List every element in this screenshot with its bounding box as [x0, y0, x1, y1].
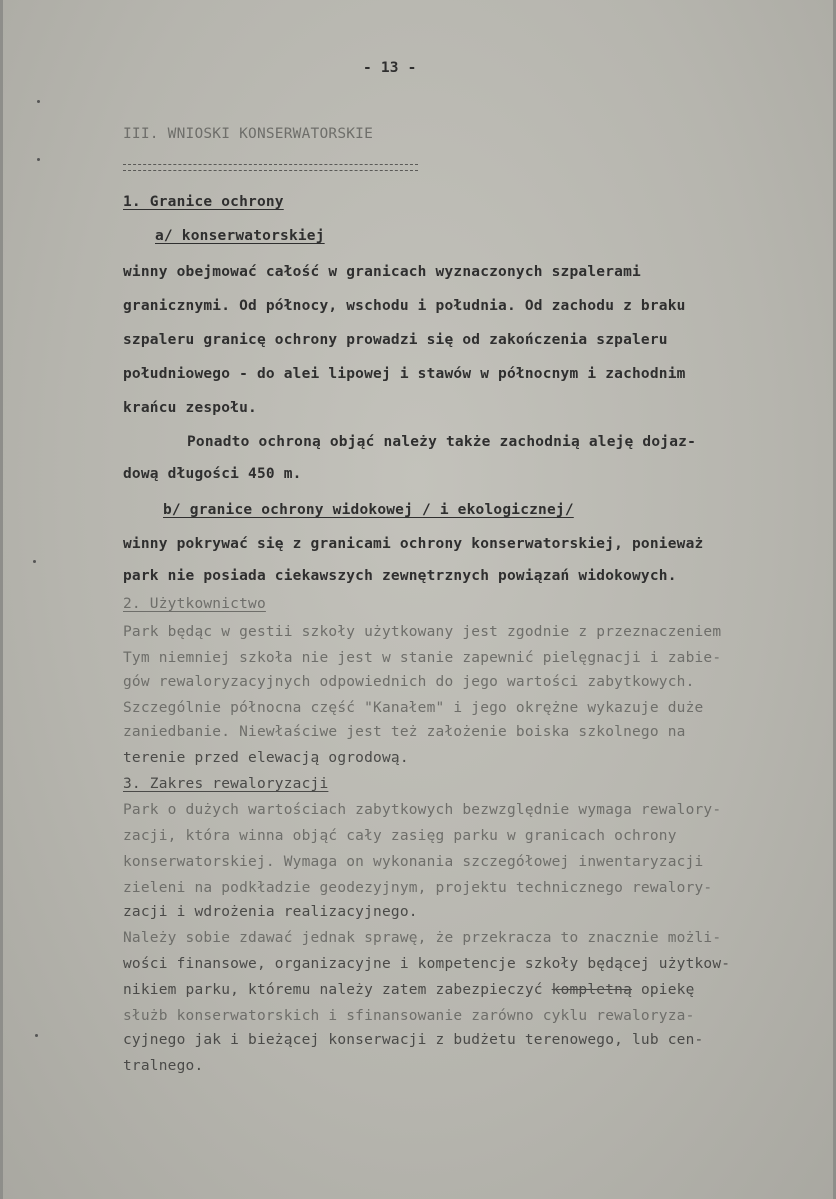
s1a-extra-line-2: dową długości 450 m. — [123, 466, 302, 482]
s3-line-3: konserwatorskiej. Wymaga on wykonania szczegółowej inwentaryzacji — [123, 854, 704, 870]
title-double-underline — [123, 164, 418, 171]
s1a-line-1: winny obejmować całość w granicach wyznaczonych szpalerami — [123, 264, 641, 280]
s3b-line-1: Należy sobie zdawać jednak sprawę, że przekracza to znacznie możli- — [123, 930, 722, 946]
s3b-line-2: wości finansowe, organizacyjne i kompetencje szkoły będącej użytkow- — [123, 956, 731, 972]
s3b-line-5: cyjnego jak i bieżącej konserwacji z budżetu terenowego, lub cen- — [123, 1032, 704, 1048]
section-3-heading: 3. Zakres rewaloryzacji — [123, 776, 329, 792]
s3-line-5: zacji i wdrożenia realizacyjnego. — [123, 904, 418, 920]
s1a-line-2: granicznymi. Od północy, wschodu i południa. Od zachodu z braku — [123, 298, 686, 314]
s1b-line-2: park nie posiada ciekawszych zewnętrznych powiązań widokowych. — [123, 568, 677, 584]
s3b-line-4: służb konserwatorskich i sfinansowanie zarówno cyklu rewaloryza- — [123, 1008, 695, 1024]
section-1a-heading: a/ konserwatorskiej — [155, 228, 325, 244]
section-title: III. WNIOSKI KONSERWATORSKIE — [123, 126, 374, 142]
page-number: - 13 - — [363, 60, 417, 76]
s1a-line-4: południowego - do alei lipowej i stawów w północnym i zachodnim — [123, 366, 686, 382]
section-1-heading: 1. Granice ochrony — [123, 194, 284, 210]
speck — [33, 560, 36, 563]
s2-line-1: Park będąc w gestii szkoły użytkowany jest zgodnie z przeznaczeniem — [123, 624, 722, 640]
s2-line-5: zaniedbanie. Niewłaściwe jest też założenie boiska szkolnego na — [123, 724, 686, 740]
s2-line-3: gów rewaloryzacyjnych odpowiednich do jego wartości zabytkowych. — [123, 674, 695, 690]
s3-line-4: zieleni na podkładzie geodezyjnym, projektu technicznego rewalory- — [123, 880, 713, 896]
s3b-line-3-post: opiekę — [632, 982, 695, 998]
struck-word: kompletną — [551, 982, 633, 998]
section-2-heading: 2. Użytkownictwo — [123, 596, 266, 612]
s2-line-2: Tym niemniej szkoła nie jest w stanie zapewnić pielęgnacji i zabie- — [123, 650, 722, 666]
s3-line-1: Park o dużych wartościach zabytkowych bezwzględnie wymaga rewalory- — [123, 802, 722, 818]
s1a-line-3: szpaleru granicę ochrony prowadzi się od zakończenia szpaleru — [123, 332, 668, 348]
s1b-line-1: winny pokrywać się z granicami ochrony konserwatorskiej, ponieważ — [123, 536, 704, 552]
s3b-line-3 — [123, 980, 695, 1000]
s3b-line-6: tralnego. — [123, 1058, 204, 1074]
s1a-line-5: krańcu zespołu. — [123, 400, 257, 416]
s2-line-4: Szczególnie północna część "Kanałem" i jego okrężne wykazuje duże — [123, 700, 704, 716]
section-1b-heading: b/ granice ochrony widokowej / i ekologicznej/ — [163, 502, 574, 518]
speck — [37, 100, 40, 103]
speck — [37, 158, 40, 161]
s2-line-6: terenie przed elewacją ogrodową. — [123, 750, 409, 766]
s1a-extra-line-1: Ponadto ochroną objąć należy także zachodnią aleję dojaz- — [187, 434, 696, 450]
s3-line-2: zacji, która winna objąć cały zasięg parku w granicach ochrony — [123, 828, 677, 844]
speck — [35, 1034, 38, 1037]
s3b-line-3-pre: nikiem parku, któremu należy zatem zabezpieczyć — [123, 982, 552, 998]
